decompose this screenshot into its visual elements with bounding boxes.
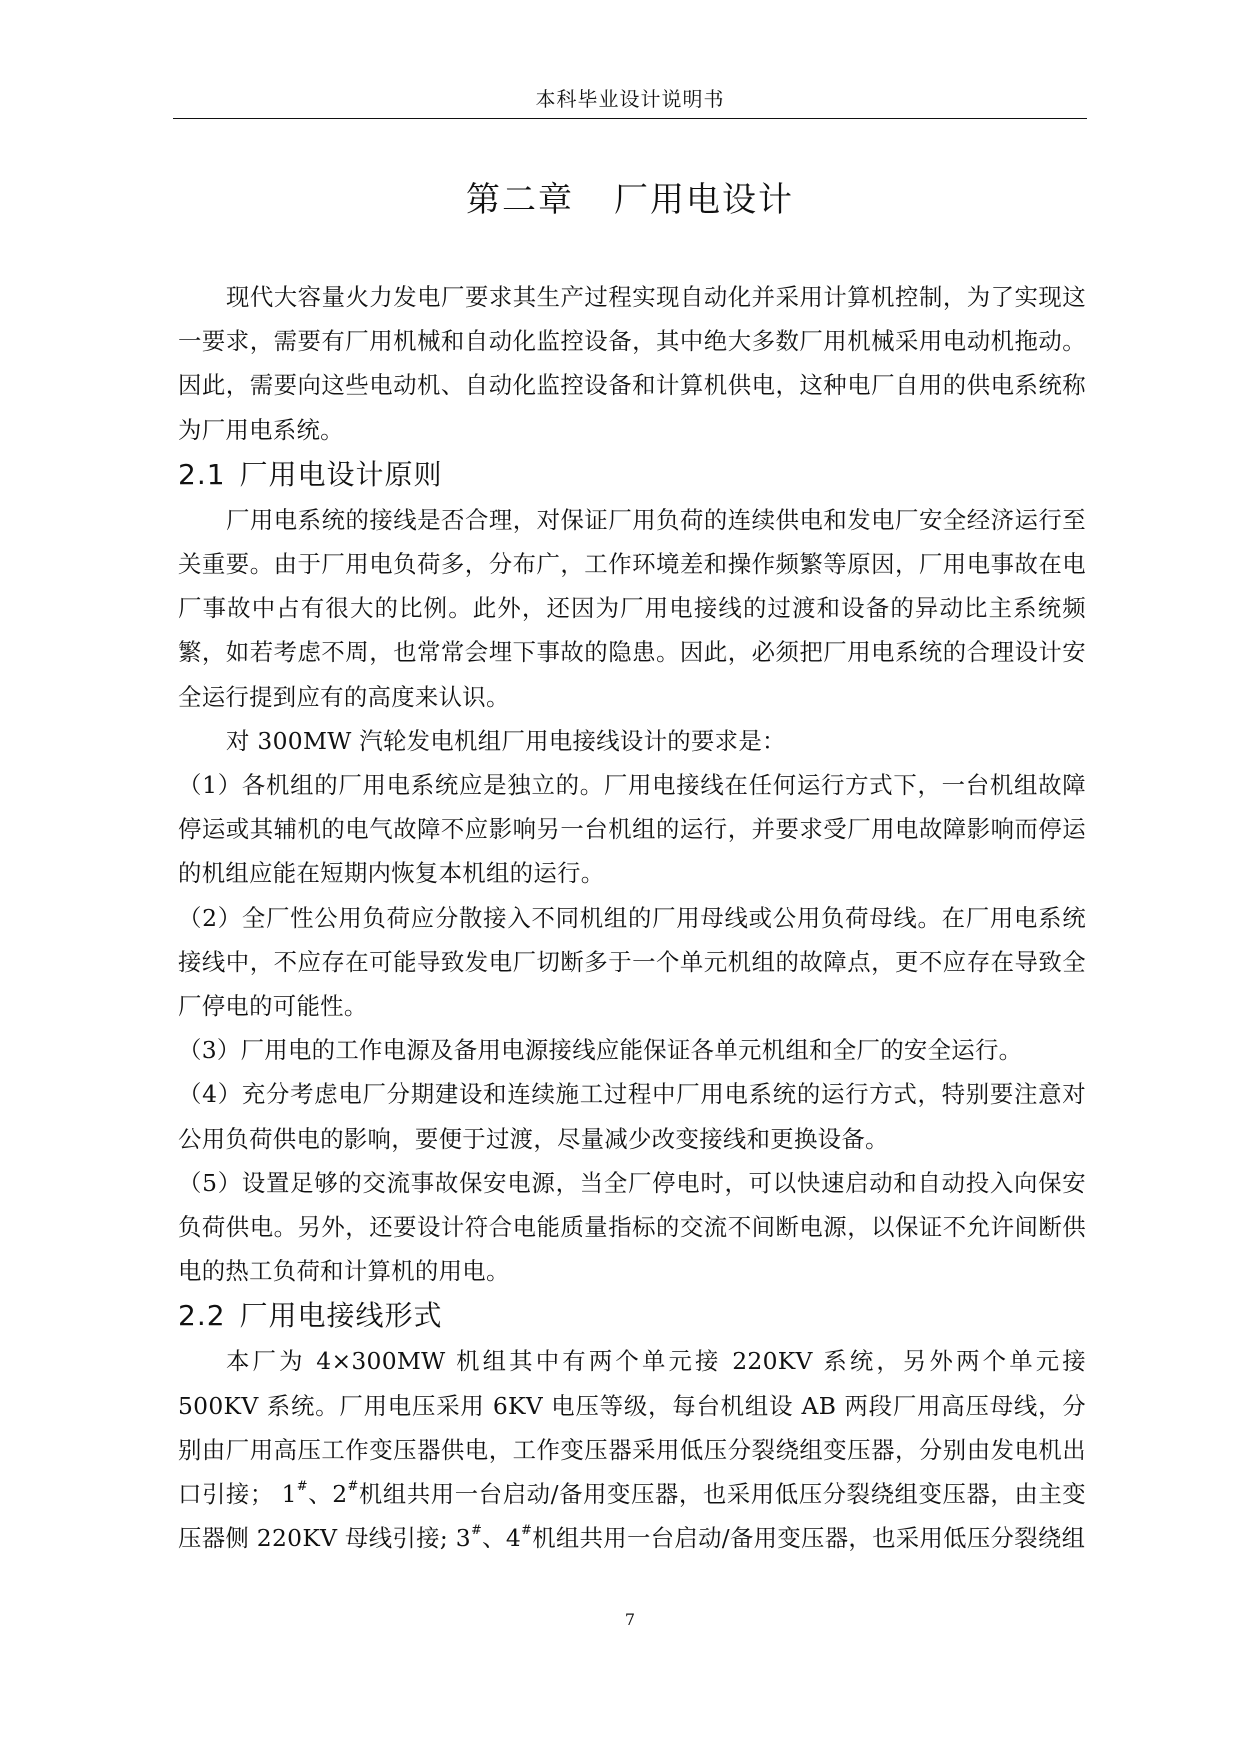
wiring-paragraph: 本厂为 4×300MW 机组其中有两个单元接 220KV 系统，另外两个单元接 500KV 系统。厂用电压采用 6KV 电压等级，每台机组设 AB 两段厂用高压母线，分别由厂用高压工作变压器供电，工作变压器采用低压分裂绕组变压器，分别由发电机出口引接； 1#、2#机组共用一台启动/备用变压器，也采用低压分裂绕组变压器，由主变压器侧 220KV 母线引接; 3#、4#机组共用一台启动/备用变压器，也采用低压分裂绕组 [178, 1347, 1086, 1553]
unit-mark: # [347, 1479, 359, 1495]
chapter-number-label: 第二章 [466, 180, 574, 220]
section-number: 2.2 [178, 1299, 226, 1333]
header-rule [173, 118, 1087, 119]
unit-ref: 1 [281, 1480, 297, 1509]
requirement-item: （4）充分考虑电厂分期建设和连续施工过程中厂用电系统的运行方式，特别要注意对公用负荷供电的影响，要便于过渡，尽量减少改变接线和更换设备。 [178, 1080, 1086, 1153]
page-number: 7 [624, 1610, 636, 1629]
section-title: 厂用电接线形式 [239, 1299, 443, 1333]
section-heading-2-2 [178, 1293, 1086, 1339]
requirement-item: （2）全厂性公用负荷应分散接入不同机组的厂用母线或公用负荷母线。在厂用电系统接线中，不应存在可能导致发电厂切断多于一个单元机组的故障点，更不应存在导致全厂停电的可能性。 [178, 903, 1086, 1021]
wiring-text-b: 机组共用一台启动/备用变压器，也采用低压分裂绕组变压器，由主变压器侧 220KV 母线引接; [178, 1480, 1086, 1553]
requirement-item: （3）厂用电的工作电源及备用电源接线应能保证各单元机组和全厂的安全运行。 [178, 1036, 1023, 1065]
unit-mark: # [521, 1523, 533, 1539]
unit-ref: 4 [505, 1524, 522, 1553]
requirement-item: （5）设置足够的交流事故保安电源，当全厂停电时，可以快速启动和自动投入向保安负荷供电。另外，还要设计符合电能质量指标的交流不间断电源，以保证不允许间断供电的热工负荷和计算机的用电。 [178, 1168, 1086, 1286]
section-title: 厂用电设计原则 [239, 457, 443, 491]
unit-mark: # [296, 1479, 308, 1495]
chapter-title [173, 178, 1087, 222]
wiring-text-c: 机组共用一台启动/备用变压器，也采用低压分裂绕组 [532, 1524, 1086, 1553]
section-number: 2.1 [178, 457, 226, 491]
intro-paragraph: 现代大容量火力发电厂要求其生产过程实现自动化并采用计算机控制，为了实现这一要求，需要有厂用机械和自动化监控设备，其中绝大多数厂用机械采用电动机拖动。因此，需要向这些电动机、自动化监控设备和计算机供电，这种电厂自用的供电系统称为厂用电系统。 [178, 283, 1086, 444]
unit-ref: 2 [332, 1480, 348, 1509]
unit-ref: 3 [455, 1524, 471, 1553]
requirement-item: （1）各机组的厂用电系统应是独立的。厂用电接线在任何运行方式下，一台机组故障停运或其辅机的电气故障不应影响另一台机组的运行，并要求受厂用电故障影响而停运的机组应能在短期内恢复本机组的运行。 [178, 771, 1086, 888]
chapter-title-text: 厂用电设计 [614, 180, 794, 220]
section-heading-2-1 [178, 452, 1086, 498]
requirements-intro: 对 300MW 汽轮发电机组厂用电接线设计的要求是： [226, 726, 786, 755]
unit-mark: # [470, 1523, 483, 1539]
body-content [178, 275, 1086, 1560]
principles-paragraph: 厂用电系统的接线是否合理，对保证厂用负荷的连续供电和发电厂安全经济运行至关重要。由于厂用电负荷多，分布广，工作环境差和操作频繁等原因，厂用电事故在电厂事故中占有很大的比例。此外，还因为厂用电接线的过渡和设备的异动比主系统频繁，如若考虑不周，也常常会埋下事故的隐患。因此，必须把厂用电系统的合理设计安全运行提到应有的高度来认识。 [178, 505, 1086, 711]
wiring-text-a: 本厂为 4×300MW 机组其中有两个单元接 220KV 系统，另外两个单元接 500KV 系统。厂用电压采用 6KV 电压等级，每台机组设 AB 两段厂用高压母线，分别由厂用高压工作变压器供电，工作变压器采用低压分裂绕组变压器，分别由发电机出口引接； [178, 1347, 1086, 1509]
running-header: 本科毕业设计说明书 [535, 87, 725, 111]
